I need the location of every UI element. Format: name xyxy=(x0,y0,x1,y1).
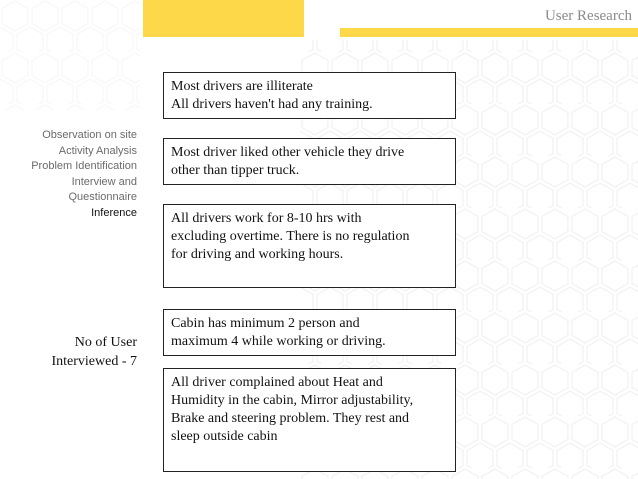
page-section-title: User Research xyxy=(544,8,632,24)
finding-text: All driver complained about Heat and Humidity in the cabin, Mirror adjustability, Brake and steering problem. They rest and sleep outside cabin xyxy=(171,375,414,444)
research-steps-nav xyxy=(0,128,137,221)
nav-item-questionnaire[interactable]: Questionnaire xyxy=(68,191,137,203)
finding-text: Cabin has minimum 2 person and maximum 4 while working or driving. xyxy=(171,316,386,349)
nav-item-inference[interactable]: Inference xyxy=(91,206,137,219)
finding-box-cabin-occupancy xyxy=(163,309,456,356)
users-interviewed-count xyxy=(0,333,137,371)
finding-text: All drivers work for 8-10 hrs with excluding overtime. There is no regulation for driving and working hours. xyxy=(171,211,410,262)
finding-text: Most drivers are illiterate All drivers haven't had any training. xyxy=(171,79,373,112)
finding-box-complaints xyxy=(163,368,456,472)
nav-item-interview[interactable]: Interview and xyxy=(71,175,137,188)
header-yellow-block xyxy=(143,0,304,37)
finding-text: Most driver liked other vehicle they drive other than tipper truck. xyxy=(171,145,405,178)
nav-item-problem-identification[interactable]: Problem Identification xyxy=(31,160,137,172)
interviewed-label-line1: No of User xyxy=(74,335,137,350)
interviewed-label-line2: Interviewed - 7 xyxy=(51,354,137,369)
nav-item-activity-analysis[interactable]: Activity Analysis xyxy=(58,144,137,157)
finding-box-working-hours xyxy=(163,204,456,288)
finding-box-vehicle-preference xyxy=(163,138,456,185)
header-yellow-bar xyxy=(340,28,638,37)
finding-box-literacy xyxy=(163,72,456,119)
nav-item-observation[interactable]: Observation on site xyxy=(42,129,137,141)
